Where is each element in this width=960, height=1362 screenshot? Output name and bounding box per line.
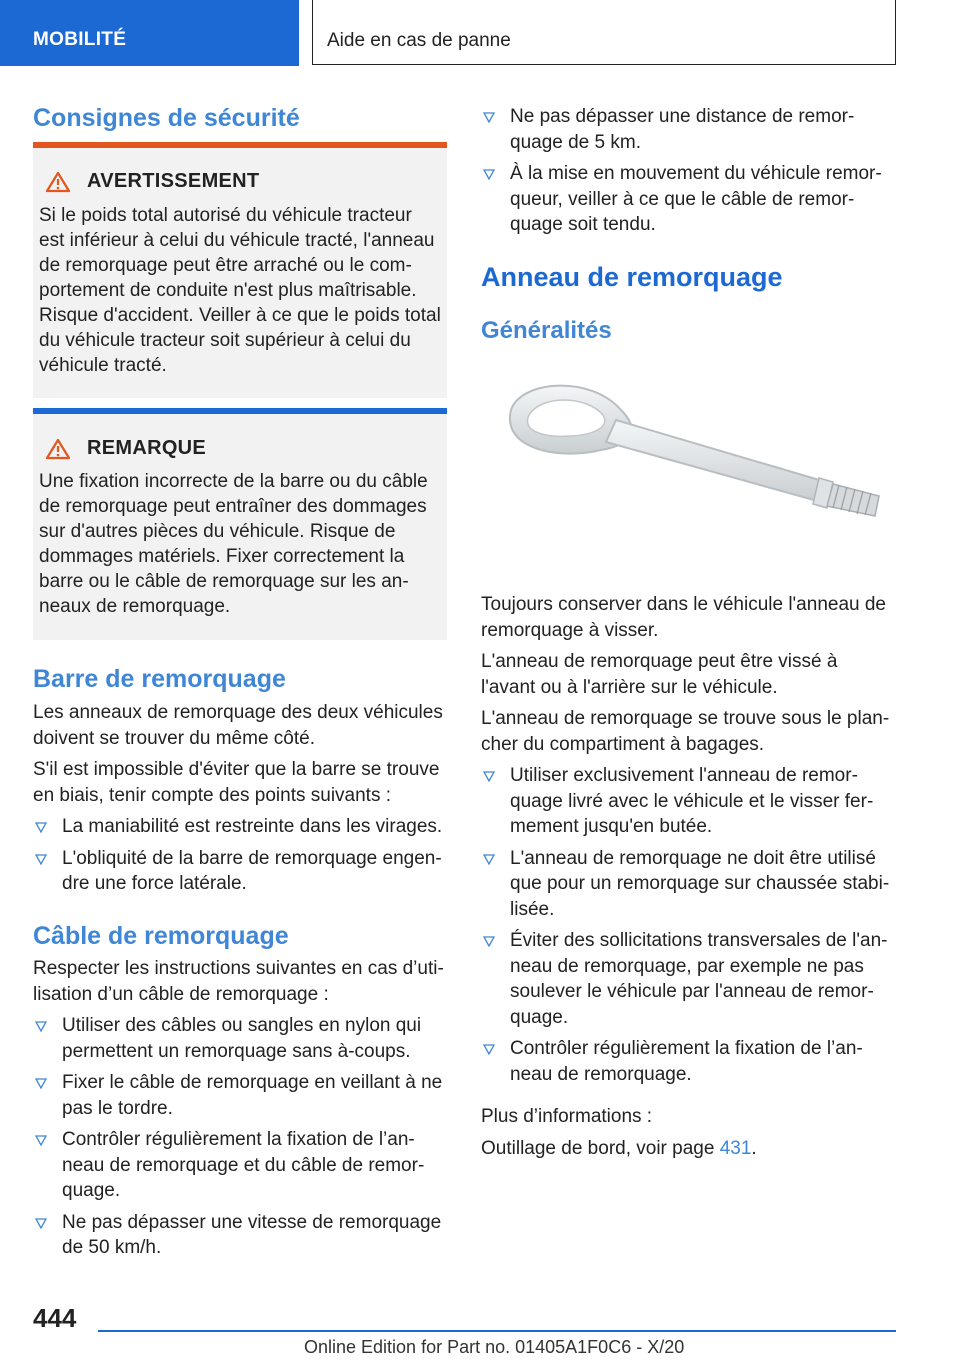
warning-bar [33, 142, 447, 148]
notice-title: REMARQUE [87, 437, 207, 459]
triangle-bullet-icon [483, 1043, 495, 1055]
warning-triangle-icon [45, 171, 71, 193]
list-item: Utiliser exclusivement l'anneau de remorquage livré avec le véhicule et le visser fermement jusqu'en butée. [481, 763, 897, 840]
tow-eye-paragraph-1: Toujours conserver dans le véhicule l'anneau de remorquage à visser. [481, 594, 886, 641]
footer-divider [98, 1330, 896, 1332]
page-reference: Outillage de bord, voir page 431. [481, 1138, 757, 1159]
warning-box [33, 142, 447, 398]
list-item: Fixer le câble de remorquage en veillant à ne pas le tordre. [33, 1070, 447, 1121]
page-header [0, 0, 960, 66]
triangle-bullet-icon [483, 111, 495, 123]
list-item: La maniabilité est restreinte dans les virages. [33, 814, 447, 840]
list-item: Utiliser des câbles ou sangles en nylon qui permettent un remorquage sans à-coups. [33, 1013, 447, 1064]
warning-body: Si le poids total autorisé du véhicule tracteur est inférieur à celui du véhicule tracté, l'anneau de remorquage peut être arraché ou le comportement de conduite n'est plus maîtrisable. Risque d'accident. Veiller à ce que le poids total du véhicule tracteur soit supérieur à celui du véhicule tracté. [39, 205, 441, 376]
list-item: À la mise en mouvement du véhicule remorqueur, veiller à ce que le câble de remorquage soit tendu. [481, 161, 897, 238]
tow-bar-list [33, 814, 447, 903]
triangle-bullet-icon [35, 1217, 47, 1229]
notice-box [33, 408, 447, 640]
triangle-bullet-icon [35, 1134, 47, 1146]
tow-eye-list [481, 763, 897, 1093]
tow-eye-heading: Anneau de remorquage [481, 262, 783, 292]
tow-bar-heading: Barre de remorquage [33, 665, 286, 693]
tow-eye-image [481, 370, 897, 580]
triangle-bullet-icon [35, 821, 47, 833]
list-item: L'obliquité de la barre de remorquage engendre une force latérale. [33, 846, 447, 897]
triangle-bullet-icon [483, 853, 495, 865]
list-item: Ne pas dépasser une vitesse de remorquage de 50 km/h. [33, 1210, 447, 1261]
general-heading: Généralités [481, 317, 612, 344]
section-tab: MOBILITÉ [0, 0, 299, 66]
edition-text: Online Edition for Part no. 01405A1F0C6 - X/20 [304, 1337, 685, 1357]
triangle-bullet-icon [35, 853, 47, 865]
list-item: L'anneau de remorquage ne doit être utilisé que pour un remorquage sur chaussée stabilisée. [481, 846, 897, 923]
warning-title: AVERTISSEMENT [87, 170, 260, 192]
list-item: Ne pas dépasser une distance de remorquage de 5 km. [481, 104, 897, 155]
triangle-bullet-icon [35, 1077, 47, 1089]
notice-body: Une fixation incorrecte de la barre ou du câble de remorquage peut entraîner des dommages sur d'autres pièces du véhicule. Risque de dommages matériels. Fixer correctement la barre ou le câble de remorquage sur les anneaux de remorquage. [39, 471, 428, 617]
tow-eye-paragraph-2: L'anneau de remorquage peut être vissé à l'avant ou à l'arrière sur le véhicule. [481, 651, 838, 698]
triangle-bullet-icon [483, 935, 495, 947]
list-item: Contrôler régulièrement la fixation de l’anneau de remorquage et du câble de remorquage. [33, 1127, 447, 1204]
tow-bar-paragraph-2: S'il est impossible d'éviter que la barre se trouve en biais, tenir compte des points suivants : [33, 759, 440, 806]
tow-bar-paragraph-1: Les anneaux de remorquage des deux véhicules doivent se trouver du même côté. [33, 702, 443, 749]
tow-cable-paragraph: Respecter les instructions suivantes en cas d’utilisation d’un câble de remorquage : [33, 958, 444, 1005]
safety-heading: Consignes de sécurité [33, 104, 300, 132]
chapter-title: Aide en cas de panne [312, 0, 896, 65]
cable-list-continued [481, 104, 897, 244]
tow-eye-paragraph-3: L'anneau de remorquage se trouve sous le plancher du compartiment à bagages. [481, 708, 890, 755]
notice-bar [33, 408, 447, 414]
list-item: Contrôler régulièrement la fixation de l’anneau de remorquage. [481, 1036, 897, 1087]
page-reference-link[interactable]: 431 [719, 1138, 752, 1159]
list-item: Éviter des sollicitations transversales de l'anneau de remorquage, par exemple ne pas soulever le véhicule par l'anneau de remorquage. [481, 928, 897, 1030]
tow-cable-list [33, 1013, 447, 1267]
triangle-bullet-icon [483, 770, 495, 782]
triangle-bullet-icon [35, 1020, 47, 1032]
page-number: 444 [33, 1303, 77, 1333]
tow-eye-illustration [481, 370, 897, 580]
notice-triangle-icon [45, 438, 71, 460]
tow-cable-heading: Câble de remorquage [33, 922, 289, 950]
more-info-label: Plus d’informations : [481, 1106, 653, 1127]
triangle-bullet-icon [483, 168, 495, 180]
